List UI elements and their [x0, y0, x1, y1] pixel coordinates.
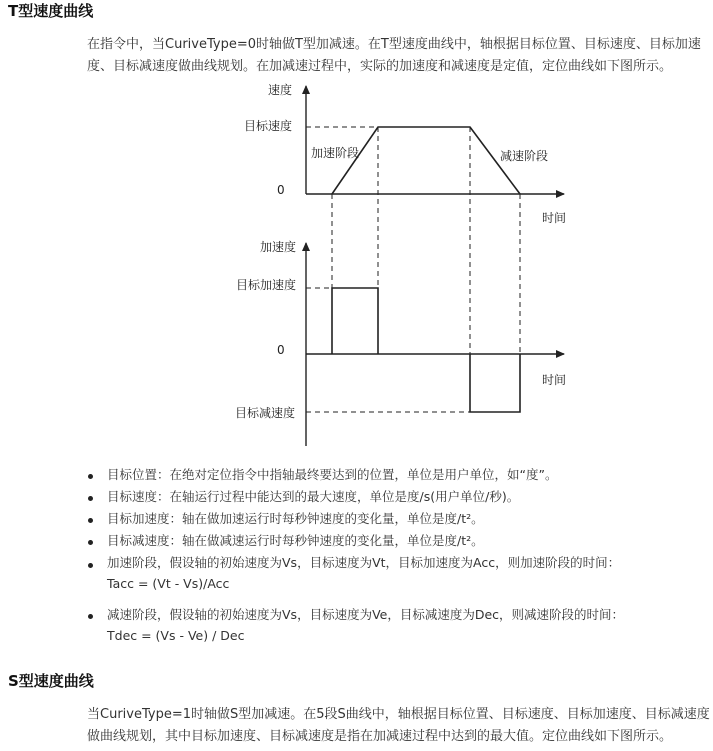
- formula-tacc: Tacc = (Vt - Vs)/Acc: [107, 576, 230, 591]
- target-accel-label: 目标加速度: [236, 278, 297, 292]
- accel-phase-label: 加速阶段: [311, 146, 360, 160]
- bullet-decel-phase: 减速阶段，假设轴的初始速度为Vs，目标速度为Ve，目标减速度为Dec，则减速阶段的时间：: [107, 607, 625, 622]
- section-title-s-curve: S型速度曲线: [8, 672, 94, 690]
- time-bottom-label: 时间: [542, 373, 567, 387]
- time-top-label: 时间: [542, 211, 567, 225]
- bullet-dot: [88, 474, 93, 479]
- bullet-dot: [88, 518, 93, 523]
- bullet-target-accel: 目标加速度：轴在做加速运行时每秒钟速度的变化量，单位是度/t²。: [107, 511, 484, 526]
- zero-top-label: 0: [277, 183, 285, 197]
- s-curve-paragraph-line-1: 当CuriveType=1时轴做S型加减速。在5段S曲线中，轴根据目标位置、目标速度、目标加速度、目标减速度: [87, 707, 710, 722]
- velocity-profile: [332, 127, 520, 194]
- bullet-dot: [88, 614, 93, 619]
- formula-tdec: Tdec = (Vs - Ve) / Dec: [107, 628, 245, 643]
- accel-axis-label: 加速度: [260, 240, 297, 254]
- bullet-target-position: 目标位置：在绝对定位指令中指轴最终要达到的位置，单位是用户单位，如“度”。: [107, 467, 558, 482]
- target-velocity-label: 目标速度: [244, 119, 293, 133]
- t-curve-paragraph-line-1: 在指令中，当CuriveType=0时轴做T型加减速。在T型速度曲线中，轴根据目标位置、目标速度、目标加速: [87, 37, 701, 52]
- bullet-target-velocity: 目标速度：在轴运行过程中能达到的最大速度，单位是度/s(用户单位/秒)。: [107, 489, 520, 504]
- section-title-t-curve: T型速度曲线: [8, 2, 94, 20]
- s-curve-paragraph-line-2: 做曲线规划，其中目标加速度、目标减速度是指在加减速过程中达到的最大值。定位曲线如下图所示。: [87, 729, 673, 744]
- accel-pulse: [332, 288, 378, 354]
- bullet-accel-phase: 加速阶段，假设轴的初始速度为Vs，目标速度为Vt，目标加速度为Acc，则加速阶段的时间：: [107, 555, 621, 570]
- t-curve-paragraph-line-2: 度、目标减速度做曲线规划。在加减速过程中，实际的加速度和减速度是定值，定位曲线如下图所示。: [87, 59, 673, 74]
- velocity-axis-label: 速度: [268, 83, 293, 97]
- zero-bottom-label: 0: [277, 343, 285, 357]
- bullet-dot: [88, 563, 93, 568]
- bullet-dot: [88, 496, 93, 501]
- decel-pulse: [470, 354, 520, 412]
- bullet-dot: [88, 540, 93, 545]
- target-decel-label: 目标减速度: [235, 406, 296, 420]
- bullet-target-decel: 目标减速度：轴在做减速运行时每秒钟速度的变化量，单位是度/t²。: [107, 533, 484, 548]
- decel-phase-label: 减速阶段: [500, 149, 549, 163]
